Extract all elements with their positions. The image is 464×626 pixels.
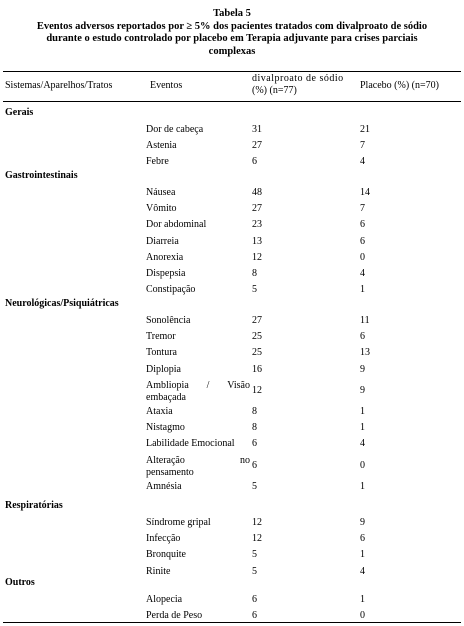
event-name: Labilidade Emocional xyxy=(146,438,235,450)
divalproato-value: 5 xyxy=(252,565,257,577)
placebo-value: 0 xyxy=(360,251,365,263)
event-name: Sonolência xyxy=(146,315,191,326)
table-caption-line-2: durante o estudo controlado por placebo em Terapia adjuvante para crises parciais xyxy=(46,33,418,45)
divalproato-value: 16 xyxy=(252,363,262,375)
event-name-word: Alteração xyxy=(146,454,185,466)
table-title xyxy=(0,8,464,58)
placebo-value: 1 xyxy=(360,284,365,296)
category-label: Gastrointestinais xyxy=(5,170,78,181)
divalproato-value: 48 xyxy=(252,187,262,198)
category-label: Gerais xyxy=(5,107,34,118)
placebo-value: 1 xyxy=(360,406,365,417)
event-name: Náusea xyxy=(146,187,176,198)
divalproato-value: 8 xyxy=(252,268,257,279)
event-name-word: Visão xyxy=(227,379,250,391)
event-name-word: no xyxy=(240,454,250,466)
placebo-value: 6 xyxy=(360,331,365,343)
event-name: Tremor xyxy=(146,331,176,343)
event-name: Anorexia xyxy=(146,251,184,263)
placebo-value: 4 xyxy=(360,156,365,168)
divalproato-value: 5 xyxy=(252,480,257,492)
placebo-value: 6 xyxy=(360,219,365,231)
placebo-value: 6 xyxy=(360,533,365,545)
placebo-value: 13 xyxy=(360,347,370,359)
event-name: Dispepsia xyxy=(146,268,186,279)
event-name: Dor de cabeça xyxy=(146,124,204,135)
divalproato-value: 8 xyxy=(252,422,257,434)
placebo-value: 1 xyxy=(360,480,365,492)
divalproato-value: 6 xyxy=(252,459,257,471)
category-label: Respiratórias xyxy=(5,500,63,511)
placebo-value: 9 xyxy=(360,384,365,396)
event-name: Rinite xyxy=(146,565,171,577)
divalproato-header-line-1: divalproato de sódio xyxy=(252,73,344,84)
event-name: Perda de Peso xyxy=(146,610,203,622)
placebo-value: 9 xyxy=(360,363,365,375)
header-top-rule xyxy=(3,71,461,72)
divalproato-value: 5 xyxy=(252,549,257,561)
event-name: Bronquite xyxy=(146,549,186,561)
placebo-value: 21 xyxy=(360,124,370,135)
event-name: Infecção xyxy=(146,533,181,545)
event-name-line-1 xyxy=(146,455,250,467)
event-name: Dor abdominal xyxy=(146,219,207,231)
event-name-line-2: embaçada xyxy=(146,391,186,403)
event-name-word: / xyxy=(206,379,210,391)
category-label: Outros xyxy=(5,577,35,588)
placebo-value: 4 xyxy=(360,438,365,450)
event-name-word: Ambliopia xyxy=(146,379,189,391)
column-header-systems: Sistemas/Aparelhos/Tratos xyxy=(5,80,113,91)
placebo-value: 4 xyxy=(360,268,365,279)
category-label: Neurológicas/Psiquiátricas xyxy=(5,298,119,309)
divalproato-value: 5 xyxy=(252,284,257,296)
placebo-value: 1 xyxy=(360,594,365,605)
event-name: Diplopia xyxy=(146,363,181,375)
divalproato-value: 31 xyxy=(252,124,262,135)
event-name: Ataxia xyxy=(146,406,173,417)
divalproato-value: 6 xyxy=(252,438,257,450)
divalproato-value: 6 xyxy=(252,610,257,622)
event-name-line-1 xyxy=(146,380,250,392)
event-name: Febre xyxy=(146,156,169,168)
event-name: Constipação xyxy=(146,284,196,296)
table-caption-line-3: complexas xyxy=(208,45,256,57)
divalproato-value: 12 xyxy=(252,384,262,396)
header-bottom-rule xyxy=(3,101,461,102)
column-header-divalproato xyxy=(252,73,356,96)
table-bottom-rule xyxy=(3,622,461,623)
divalproato-value: 27 xyxy=(252,203,262,215)
divalproato-value: 23 xyxy=(252,219,262,231)
placebo-value: 7 xyxy=(360,203,365,215)
placebo-value: 7 xyxy=(360,140,365,152)
column-header-events: Eventos xyxy=(150,80,183,91)
divalproato-value: 25 xyxy=(252,347,262,359)
placebo-value: 4 xyxy=(360,565,365,577)
placebo-value: 9 xyxy=(360,517,365,528)
placebo-value: 1 xyxy=(360,549,365,561)
placebo-value: 6 xyxy=(360,235,365,247)
event-name: Astenia xyxy=(146,140,177,152)
placebo-value: 11 xyxy=(360,315,370,326)
divalproato-value: 25 xyxy=(252,331,262,343)
event-name: Síndrome gripal xyxy=(146,517,211,528)
placebo-value: 0 xyxy=(360,459,365,471)
placebo-value: 0 xyxy=(360,610,365,622)
divalproato-value: 13 xyxy=(252,235,262,247)
event-name: Vômito xyxy=(146,203,177,215)
event-name-line-2: pensamento xyxy=(146,466,194,478)
table-number: Tabela 5 xyxy=(213,8,251,19)
event-name: Tontura xyxy=(146,347,177,359)
event-name: Diarreia xyxy=(146,235,179,247)
divalproato-value: 12 xyxy=(252,251,262,263)
divalproato-value: 12 xyxy=(252,517,262,528)
divalproato-value: 27 xyxy=(252,140,262,152)
divalproato-value: 27 xyxy=(252,315,262,326)
column-header-placebo: Placebo (%) (n=70) xyxy=(360,80,439,91)
event-name xyxy=(146,380,250,404)
placebo-value: 14 xyxy=(360,187,370,198)
divalproato-value: 12 xyxy=(252,533,262,545)
divalproato-value: 8 xyxy=(252,406,257,417)
event-name xyxy=(146,455,250,479)
event-name: Amnésia xyxy=(146,480,182,492)
event-name: Alopecia xyxy=(146,594,183,605)
divalproato-header-line-2: (%) (n=77) xyxy=(252,84,297,96)
placebo-value: 1 xyxy=(360,422,365,434)
table-caption-line-1: Eventos adversos reportados por ≥ 5% dos pacientes tratados com divalproato de sódio xyxy=(36,20,428,32)
event-name: Nistagmo xyxy=(146,422,185,434)
divalproato-value: 6 xyxy=(252,156,257,168)
divalproato-value: 6 xyxy=(252,594,257,605)
